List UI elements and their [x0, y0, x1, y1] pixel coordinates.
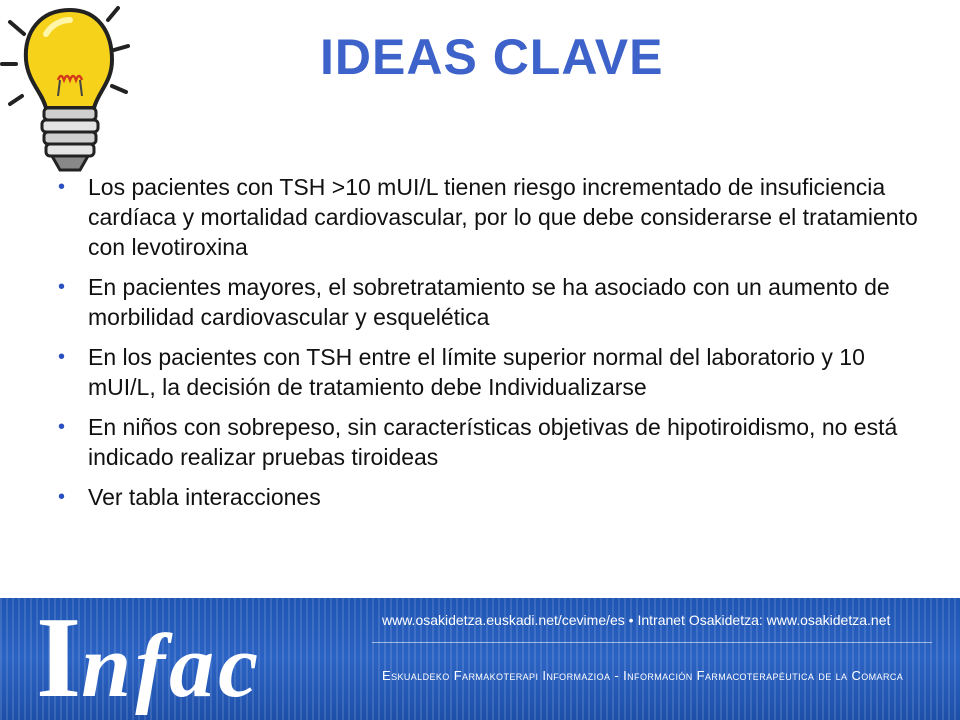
list-item — [50, 172, 930, 262]
footer-links: www.osakidetza.euskadi.net/cevime/es • Intranet Osakidetza: www.osakidetza.net — [382, 612, 891, 628]
list-item-text: En niños con sobrepeso, sin características objetivas de hipotiroidismo, no está indicado realizar pruebas tiroideas — [88, 414, 898, 470]
bullet-icon: • — [58, 346, 66, 368]
footer-subtitle: Eskualdeko Farmakoterapi Informazioa - Información Farmacoterapéutica de la Comarca — [382, 668, 904, 683]
logo-rest: nfac — [81, 617, 263, 716]
bullet-icon: • — [58, 416, 66, 438]
light-bulb-icon — [0, 0, 135, 185]
list-item — [50, 412, 930, 472]
list-item-text: En los pacientes con TSH entre el límite superior normal del laboratorio y 10 mUI/L, la decisión de tratamiento debe Individualizarse — [88, 344, 865, 400]
slide-title: IDEAS CLAVE — [320, 29, 664, 85]
list-item — [50, 272, 930, 332]
list-item-text: En pacientes mayores, el sobretratamiento se ha asociado con un aumento de morbilidad cardiovascular y esquelética — [88, 274, 890, 330]
list-item-text: Los pacientes con TSH >10 mUI/L tienen riesgo incrementado de insuficiencia cardíaca y mortalidad cardiovascular, por lo que debe considerarse el tratamiento con levotiroxina — [88, 174, 918, 260]
list-item-text: Ver tabla interacciones — [88, 484, 321, 510]
bullet-icon: • — [58, 176, 66, 198]
bullet-icon: • — [58, 486, 66, 508]
list-item — [50, 342, 930, 402]
list-item — [50, 482, 930, 512]
infac-logo — [36, 598, 262, 720]
bullet-icon: • — [58, 276, 66, 298]
footer-banner — [0, 598, 960, 720]
footer-divider — [372, 642, 932, 643]
key-ideas-list — [50, 172, 930, 522]
logo-initial: I — [36, 598, 82, 720]
